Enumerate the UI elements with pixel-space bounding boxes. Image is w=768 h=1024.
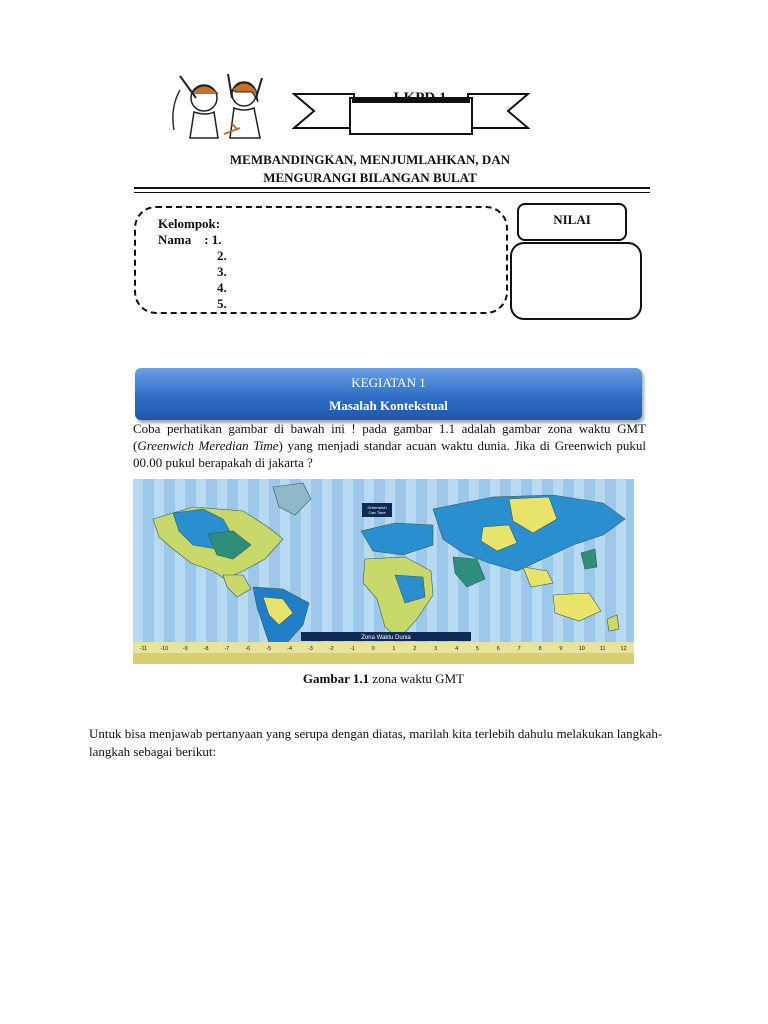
zone-label: -2 [328, 646, 334, 652]
zone-label: 3 [434, 646, 438, 652]
question-text-b: ) yang menjadi standar acuan waktu dunia. Jika di Greenwich pukul 00.00 pukul berapakah di jakarta ? [133, 438, 646, 470]
score-entry-box [510, 242, 642, 320]
zone-label: 8 [538, 646, 542, 652]
zone-label: -3 [307, 646, 313, 652]
zone-label: -10 [160, 646, 169, 652]
page-title-line1: MEMBANDINGKAN, MENJUMLAHKAN, DAN [229, 152, 511, 167]
zone-label: -1 [349, 646, 355, 652]
zone-label: 1 [392, 646, 396, 652]
svg-text:Can Time: Can Time [368, 510, 386, 515]
lkpd-badge: LKPD 1 [393, 90, 447, 106]
member-number-4: 4. [217, 280, 227, 295]
activity-title: KEGIATAN 1 [351, 375, 426, 390]
world-time-zone-map [133, 479, 634, 664]
zone-label: 11 [599, 646, 606, 652]
zone-label: -5 [266, 646, 272, 652]
zone-label: 5 [475, 646, 479, 652]
nama-label: Nama : 1. [158, 232, 222, 247]
question-paragraph [133, 420, 646, 471]
zone-label: 9 [559, 646, 563, 652]
question-text-a: Coba perhatikan gambar di bawah ini ! pada gambar 1.1 adalah gambar zona waktu GMT ( [133, 421, 646, 453]
zone-label: -11 [139, 646, 148, 652]
figure-caption-number: Gambar 1.1 [302, 671, 370, 686]
zone-label: -7 [224, 646, 230, 652]
map-greenwich-label: Greenwich [367, 505, 387, 510]
question-text-italic: Greenwich Meredian Time [137, 438, 279, 453]
member-number-3: 3. [217, 264, 227, 279]
zone-label: 4 [455, 646, 459, 652]
zone-label: 10 [578, 646, 585, 652]
lks-logo-image [166, 68, 271, 144]
zone-label: -9 [182, 646, 188, 652]
zone-label: 12 [620, 646, 627, 652]
kelompok-label: Kelompok: [158, 216, 221, 231]
member-number-5: 5. [217, 296, 227, 311]
zone-label: -6 [245, 646, 251, 652]
figure-caption [133, 671, 634, 687]
activity-subtitle: Masalah Kontekstual [329, 398, 448, 413]
instruction-paragraph: Untuk bisa menjawab pertanyaan yang serupa dengan diatas, marilah kita terlebih dahulu melakukan langkah-langkah sebagai berikut: [89, 726, 663, 759]
map-banner-text: Zona Waktu Dunia [361, 635, 411, 641]
zone-label: 6 [496, 646, 500, 652]
zone-label: 2 [413, 646, 417, 652]
page-title-line2: MENGURANGI BILANGAN BULAT [263, 170, 477, 185]
zone-label: -8 [203, 646, 209, 652]
zone-label: -4 [287, 646, 293, 652]
member-number-2: 2. [217, 248, 227, 263]
zone-label: 0 [371, 646, 375, 652]
zone-label: 7 [517, 646, 521, 652]
nilai-label-box: NILAI [517, 203, 627, 241]
figure-caption-text: zona waktu GMT [369, 671, 465, 686]
divider-thick [134, 187, 650, 189]
divider-thin [134, 192, 650, 193]
